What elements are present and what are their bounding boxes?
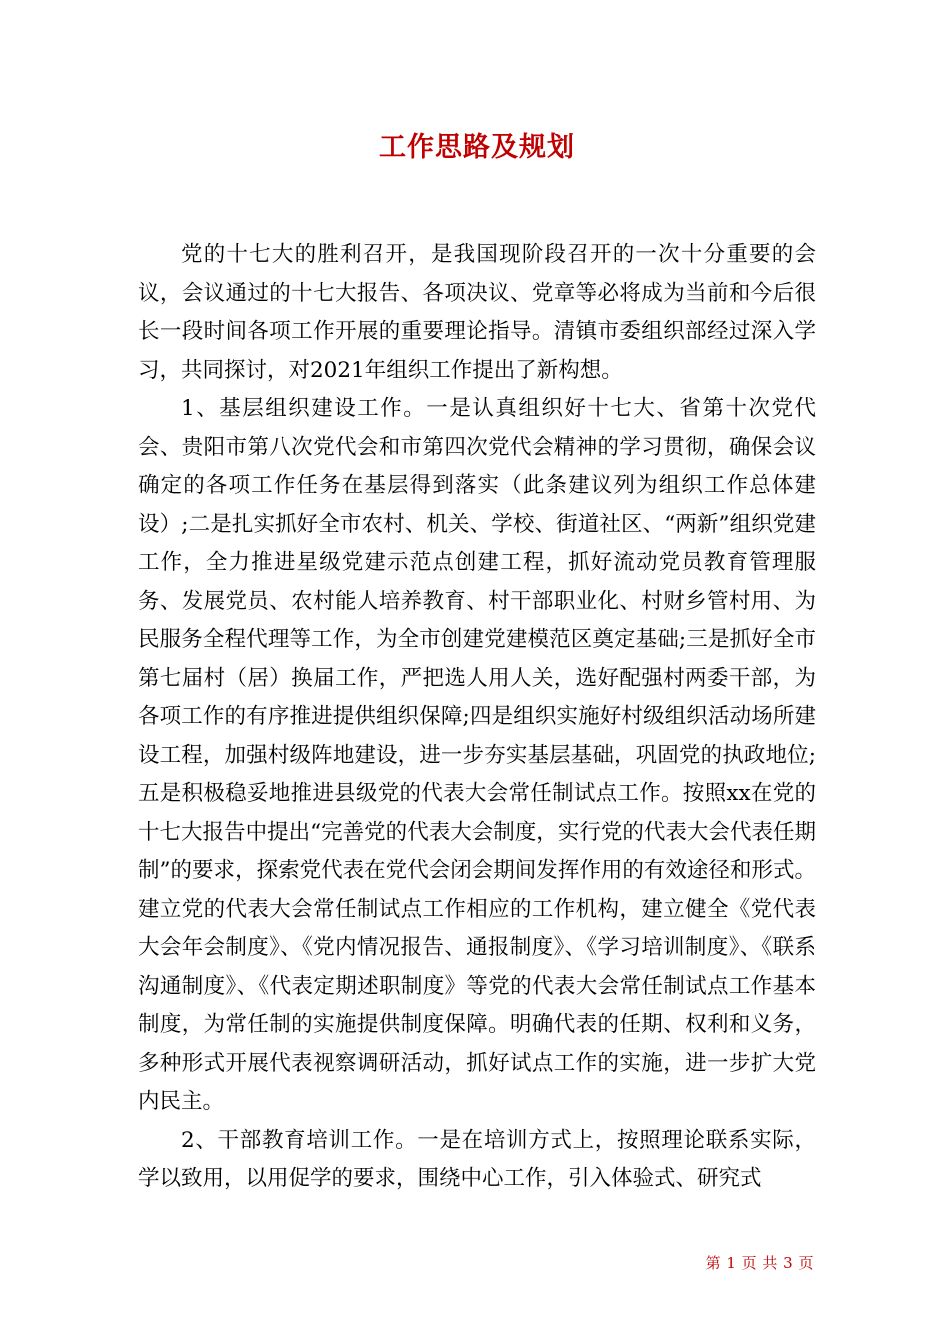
paragraph-3: 2、干部教育培训工作。一是在培训方式上，按照理论联系实际，学以致用，以用促学的要求，围绕中心工作，引入体验式、研究式 <box>138 1127 816 1191</box>
paragraph-1: 党的十七大的胜利召开，是我国现阶段召开的一次十分重要的会议，会议通过的十七大报告、各项决议、党章等必将成为当前和今后很长一段时间各项工作开展的重要理论指导。清镇市委组织部经过深入学习，共同探讨，对2021年组织工作提出了新构想。 <box>138 242 816 383</box>
document-body <box>138 0 816 1199</box>
page-number: 第 1 页 共 3 页 <box>705 1254 814 1272</box>
page-footer <box>0 1252 950 1273</box>
paragraph-2: 1、基层组织建设工作。一是认真组织好十七大、省第十次党代会、贵阳市第八次党代会和市第四次党代会精神的学习贯彻，确保会议确定的各项工作任务在基层得到落实（此条建议列为组织工作总体建设）;二是扎实抓好全市农村、机关、学校、街道社区、“两新”组织党建工作，全力推进星级党建示范点创建工程，抓好流动党员教育管理服务、发展党员、农村能人培养教育、村干部职业化、村财乡管村用、为民服务全程代理等工作，为全市创建党建模范区奠定基础;三是抓好全市第七届村（居）换届工作，严把选人用人关，选好配强村两委干部，为各项工作的有序推进提供组织保障;四是组织实施好村级组织活动场所建设工程，加强村级阵地建设，进一步夯实基层基础，巩固党的执政地位;五是积极稳妥地推进县级党的代表大会常任制试点工作。按照xx在党的十七大报告中提出“完善党的代表大会制度，实行党的代表大会代表任期制”的要求，探索党代表在党代会闭会期间发挥作用的有效途径和形式。建立党的代表大会常任制试点工作相应的工作机构，建立健全《党代表大会年会制度》、《党内情况报告、通报制度》、《学习培训制度》、《联系沟通制度》、《代表定期述职制度》等党的代表大会常任制试点工作基本制度，为常任制的实施提供制度保障。明确代表的任期、权利和义务，多种形式开展代表视察调研活动，抓好试点工作的实施，进一步扩大党内民主。 <box>138 396 816 1114</box>
page-title: 工作思路及规划 <box>379 132 575 163</box>
document-content <box>138 236 816 1199</box>
